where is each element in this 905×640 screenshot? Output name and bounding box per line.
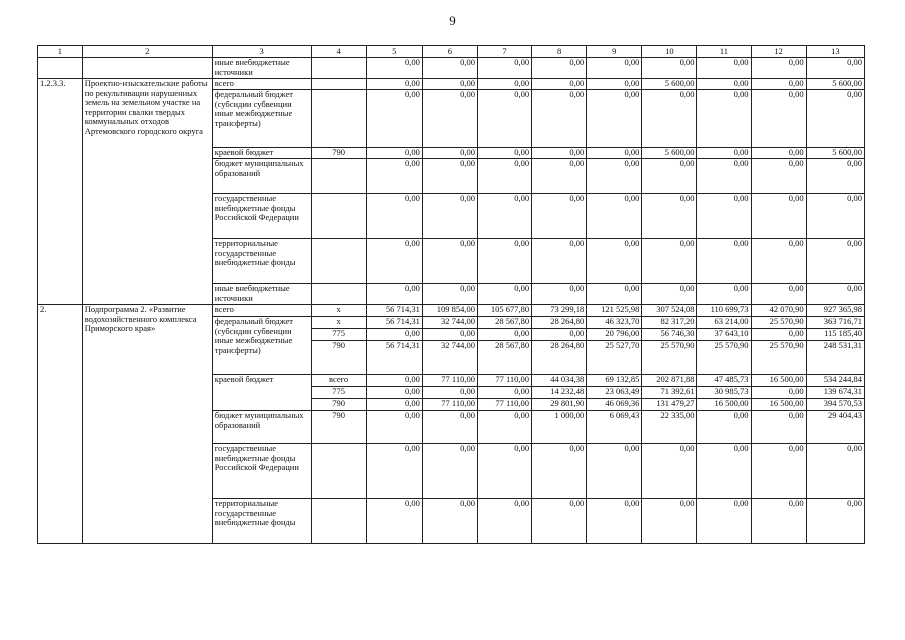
value-cell: 0,00 <box>477 159 531 194</box>
value-cell: 5 600,00 <box>642 79 697 90</box>
value-cell: 77 110,00 <box>422 375 477 387</box>
value-cell: 5 600,00 <box>806 148 864 159</box>
value-cell: 0,00 <box>751 284 806 305</box>
code-cell: 775 <box>311 387 366 399</box>
value-cell: 0,00 <box>366 90 422 148</box>
value-cell: 0,00 <box>751 239 806 284</box>
code-cell: х <box>311 317 366 329</box>
header-cell: 8 <box>532 46 587 58</box>
value-cell: 0,00 <box>751 159 806 194</box>
value-cell: 0,00 <box>422 239 477 284</box>
value-cell: 0,00 <box>587 194 642 239</box>
value-cell: 28 264,80 <box>532 317 587 329</box>
value-cell: 0,00 <box>366 387 422 399</box>
header-cell: 1 <box>38 46 83 58</box>
header-cell: 2 <box>82 46 212 58</box>
value-cell: 22 335,00 <box>642 411 697 444</box>
value-cell: 25 570,90 <box>642 341 697 375</box>
value-cell: 0,00 <box>422 148 477 159</box>
value-cell: 0,00 <box>587 159 642 194</box>
value-cell: 37 643,10 <box>697 329 751 341</box>
value-cell: 0,00 <box>477 387 531 399</box>
value-cell: 0,00 <box>697 499 751 544</box>
value-cell: 6 069,43 <box>587 411 642 444</box>
code-cell: 790 <box>311 148 366 159</box>
header-cell: 3 <box>212 46 311 58</box>
value-cell: 56 714,31 <box>366 317 422 329</box>
name-cell: Подпрограмма 2. «Развитие водохозяйственного комплекса Приморского края» <box>82 305 212 544</box>
value-cell: 927 365,98 <box>806 305 864 317</box>
value-cell: 0,00 <box>366 194 422 239</box>
value-cell: 0,00 <box>697 411 751 444</box>
source-cell: краевой бюджет <box>212 375 311 411</box>
source-cell: иные внебюджетные источники <box>212 58 311 79</box>
value-cell: 77 110,00 <box>477 399 531 411</box>
table-header <box>38 46 865 58</box>
value-cell: 0,00 <box>532 90 587 148</box>
code-cell <box>311 239 366 284</box>
value-cell: 29 404,43 <box>806 411 864 444</box>
code-cell <box>311 194 366 239</box>
value-cell: 0,00 <box>422 159 477 194</box>
value-cell: 0,00 <box>587 79 642 90</box>
value-cell: 0,00 <box>366 329 422 341</box>
value-cell: 71 392,61 <box>642 387 697 399</box>
value-cell: 16 500,00 <box>751 399 806 411</box>
value-cell: 0,00 <box>642 499 697 544</box>
table-row <box>38 58 865 79</box>
header-cell: 7 <box>477 46 531 58</box>
value-cell: 0,00 <box>477 499 531 544</box>
value-cell: 0,00 <box>751 148 806 159</box>
value-cell: 0,00 <box>532 329 587 341</box>
value-cell: 0,00 <box>477 194 531 239</box>
header-cell: 12 <box>751 46 806 58</box>
value-cell: 0,00 <box>751 387 806 399</box>
value-cell: 0,00 <box>642 444 697 499</box>
code-cell <box>311 90 366 148</box>
code-cell: 790 <box>311 341 366 375</box>
value-cell: 0,00 <box>422 58 477 79</box>
value-cell: 42 070,90 <box>751 305 806 317</box>
value-cell: 0,00 <box>697 159 751 194</box>
header-cell: 6 <box>422 46 477 58</box>
value-cell: 0,00 <box>751 499 806 544</box>
value-cell: 63 214,00 <box>697 317 751 329</box>
value-cell: 46 323,70 <box>587 317 642 329</box>
source-cell: федеральный бюджет (субсидии субвенции иные межбюджетные трансферты) <box>212 90 311 148</box>
value-cell: 46 069,36 <box>587 399 642 411</box>
value-cell: 0,00 <box>477 79 531 90</box>
value-cell: 115 185,40 <box>806 329 864 341</box>
value-cell: 1 000,00 <box>532 411 587 444</box>
value-cell: 248 531,31 <box>806 341 864 375</box>
value-cell: 56 714,31 <box>366 305 422 317</box>
value-cell: 16 500,00 <box>697 399 751 411</box>
value-cell: 47 485,73 <box>697 375 751 387</box>
value-cell: 0,00 <box>422 411 477 444</box>
code-cell <box>311 444 366 499</box>
value-cell: 82 317,20 <box>642 317 697 329</box>
value-cell: 394 570,53 <box>806 399 864 411</box>
value-cell: 0,00 <box>477 329 531 341</box>
value-cell: 23 063,49 <box>587 387 642 399</box>
value-cell: 0,00 <box>366 444 422 499</box>
value-cell: 16 500,00 <box>751 375 806 387</box>
value-cell: 0,00 <box>806 284 864 305</box>
value-cell: 0,00 <box>587 444 642 499</box>
value-cell: 0,00 <box>477 444 531 499</box>
value-cell: 534 244,84 <box>806 375 864 387</box>
value-cell: 0,00 <box>366 79 422 90</box>
code-cell <box>311 499 366 544</box>
table-body <box>38 58 865 544</box>
value-cell: 32 744,00 <box>422 341 477 375</box>
value-cell: 0,00 <box>366 148 422 159</box>
header-cell: 4 <box>311 46 366 58</box>
value-cell: 0,00 <box>751 58 806 79</box>
value-cell: 105 677,80 <box>477 305 531 317</box>
value-cell: 121 525,98 <box>587 305 642 317</box>
value-cell: 73 299,18 <box>532 305 587 317</box>
source-cell: бюджет муниципальных образований <box>212 411 311 444</box>
value-cell: 0,00 <box>587 239 642 284</box>
source-cell: всего <box>212 79 311 90</box>
value-cell: 56 746,30 <box>642 329 697 341</box>
value-cell: 28 567,80 <box>477 341 531 375</box>
value-cell: 0,00 <box>806 239 864 284</box>
code-cell: 790 <box>311 399 366 411</box>
value-cell: 0,00 <box>697 284 751 305</box>
code-cell: х <box>311 305 366 317</box>
value-cell: 44 034,38 <box>532 375 587 387</box>
value-cell: 0,00 <box>751 444 806 499</box>
value-cell: 0,00 <box>366 58 422 79</box>
value-cell: 131 479,27 <box>642 399 697 411</box>
value-cell: 5 600,00 <box>806 79 864 90</box>
value-cell: 32 744,00 <box>422 317 477 329</box>
value-cell: 0,00 <box>422 284 477 305</box>
value-cell: 56 714,31 <box>366 341 422 375</box>
value-cell: 0,00 <box>422 444 477 499</box>
value-cell: 307 524,08 <box>642 305 697 317</box>
header-cell: 10 <box>642 46 697 58</box>
source-cell: территориальные государственные внебюджетные фонды <box>212 499 311 544</box>
value-cell: 14 232,48 <box>532 387 587 399</box>
value-cell: 0,00 <box>422 499 477 544</box>
name-cell: Проектно-изыскательские работы по рекультивации нарушенных земель на земельном участке на территории свалки твердых коммунальных отходов Артемовского городского округа <box>82 79 212 305</box>
value-cell: 0,00 <box>806 58 864 79</box>
index-cell <box>38 58 83 79</box>
value-cell: 25 570,90 <box>751 341 806 375</box>
value-cell: 0,00 <box>587 499 642 544</box>
header-cell: 13 <box>806 46 864 58</box>
source-cell: иные внебюджетные источники <box>212 284 311 305</box>
value-cell: 0,00 <box>642 58 697 79</box>
header-row <box>38 46 865 58</box>
source-cell: территориальные государственные внебюджетные фонды <box>212 239 311 284</box>
value-cell: 5 600,00 <box>642 148 697 159</box>
index-cell: 1.2.3.3. <box>38 79 83 305</box>
value-cell: 29 801,90 <box>532 399 587 411</box>
code-cell: всего <box>311 375 366 387</box>
index-cell: 2. <box>38 305 83 544</box>
budget-table <box>37 45 865 544</box>
value-cell: 0,00 <box>532 159 587 194</box>
page-number: 9 <box>449 13 456 28</box>
source-cell: бюджет муниципальных образований <box>212 159 311 194</box>
source-cell: государственные внебюджетные фонды Российской Федерации <box>212 194 311 239</box>
value-cell: 0,00 <box>422 329 477 341</box>
value-cell: 30 985,73 <box>697 387 751 399</box>
value-cell: 0,00 <box>477 284 531 305</box>
value-cell: 0,00 <box>806 194 864 239</box>
value-cell: 0,00 <box>806 444 864 499</box>
value-cell: 0,00 <box>422 90 477 148</box>
value-cell: 0,00 <box>366 399 422 411</box>
value-cell: 0,00 <box>697 79 751 90</box>
value-cell: 0,00 <box>697 239 751 284</box>
value-cell: 77 110,00 <box>477 375 531 387</box>
value-cell: 363 716,71 <box>806 317 864 329</box>
value-cell: 0,00 <box>422 79 477 90</box>
value-cell: 0,00 <box>532 194 587 239</box>
value-cell: 0,00 <box>422 194 477 239</box>
value-cell: 109 854,00 <box>422 305 477 317</box>
value-cell: 0,00 <box>477 90 531 148</box>
value-cell: 0,00 <box>532 58 587 79</box>
value-cell: 0,00 <box>642 159 697 194</box>
value-cell: 0,00 <box>477 411 531 444</box>
code-cell <box>311 284 366 305</box>
header-cell: 11 <box>697 46 751 58</box>
value-cell: 20 796,00 <box>587 329 642 341</box>
value-cell: 0,00 <box>366 411 422 444</box>
value-cell: 0,00 <box>532 284 587 305</box>
value-cell: 25 570,90 <box>751 317 806 329</box>
value-cell: 0,00 <box>366 239 422 284</box>
value-cell: 0,00 <box>806 499 864 544</box>
code-cell <box>311 159 366 194</box>
value-cell: 0,00 <box>587 58 642 79</box>
value-cell: 0,00 <box>477 58 531 79</box>
value-cell: 25 570,90 <box>697 341 751 375</box>
code-cell <box>311 58 366 79</box>
value-cell: 0,00 <box>532 79 587 90</box>
value-cell: 0,00 <box>697 90 751 148</box>
header-cell: 5 <box>366 46 422 58</box>
code-cell <box>311 79 366 90</box>
value-cell: 0,00 <box>366 159 422 194</box>
source-cell: государственные внебюджетные фонды Российской Федерации <box>212 444 311 499</box>
value-cell: 0,00 <box>642 239 697 284</box>
value-cell: 0,00 <box>751 329 806 341</box>
table-row <box>38 305 865 317</box>
value-cell: 0,00 <box>532 499 587 544</box>
source-cell: краевой бюджет <box>212 148 311 159</box>
value-cell: 25 527,70 <box>587 341 642 375</box>
source-cell: всего <box>212 305 311 317</box>
value-cell: 0,00 <box>366 499 422 544</box>
value-cell: 0,00 <box>477 148 531 159</box>
value-cell: 0,00 <box>806 159 864 194</box>
value-cell: 0,00 <box>697 148 751 159</box>
header-cell: 9 <box>587 46 642 58</box>
value-cell: 0,00 <box>532 444 587 499</box>
value-cell: 0,00 <box>642 90 697 148</box>
table-row <box>38 79 865 90</box>
value-cell: 0,00 <box>697 58 751 79</box>
code-cell: 775 <box>311 329 366 341</box>
value-cell: 0,00 <box>587 284 642 305</box>
code-cell: 790 <box>311 411 366 444</box>
value-cell: 0,00 <box>697 444 751 499</box>
value-cell: 0,00 <box>751 79 806 90</box>
value-cell: 0,00 <box>366 375 422 387</box>
value-cell: 0,00 <box>422 387 477 399</box>
value-cell: 28 264,80 <box>532 341 587 375</box>
value-cell: 0,00 <box>532 239 587 284</box>
value-cell: 0,00 <box>477 239 531 284</box>
value-cell: 0,00 <box>532 148 587 159</box>
value-cell: 0,00 <box>697 194 751 239</box>
value-cell: 0,00 <box>587 90 642 148</box>
value-cell: 69 132,85 <box>587 375 642 387</box>
value-cell: 0,00 <box>751 194 806 239</box>
value-cell: 0,00 <box>806 90 864 148</box>
value-cell: 28 567,80 <box>477 317 531 329</box>
value-cell: 77 110,00 <box>422 399 477 411</box>
value-cell: 0,00 <box>751 411 806 444</box>
value-cell: 110 699,73 <box>697 305 751 317</box>
value-cell: 0,00 <box>366 284 422 305</box>
name-cell <box>82 58 212 79</box>
value-cell: 139 674,31 <box>806 387 864 399</box>
value-cell: 0,00 <box>642 284 697 305</box>
value-cell: 0,00 <box>587 148 642 159</box>
source-cell: федеральный бюджет (субсидии субвенции иные межбюджетные трансферты) <box>212 317 311 375</box>
value-cell: 202 871,88 <box>642 375 697 387</box>
value-cell: 0,00 <box>751 90 806 148</box>
value-cell: 0,00 <box>642 194 697 239</box>
